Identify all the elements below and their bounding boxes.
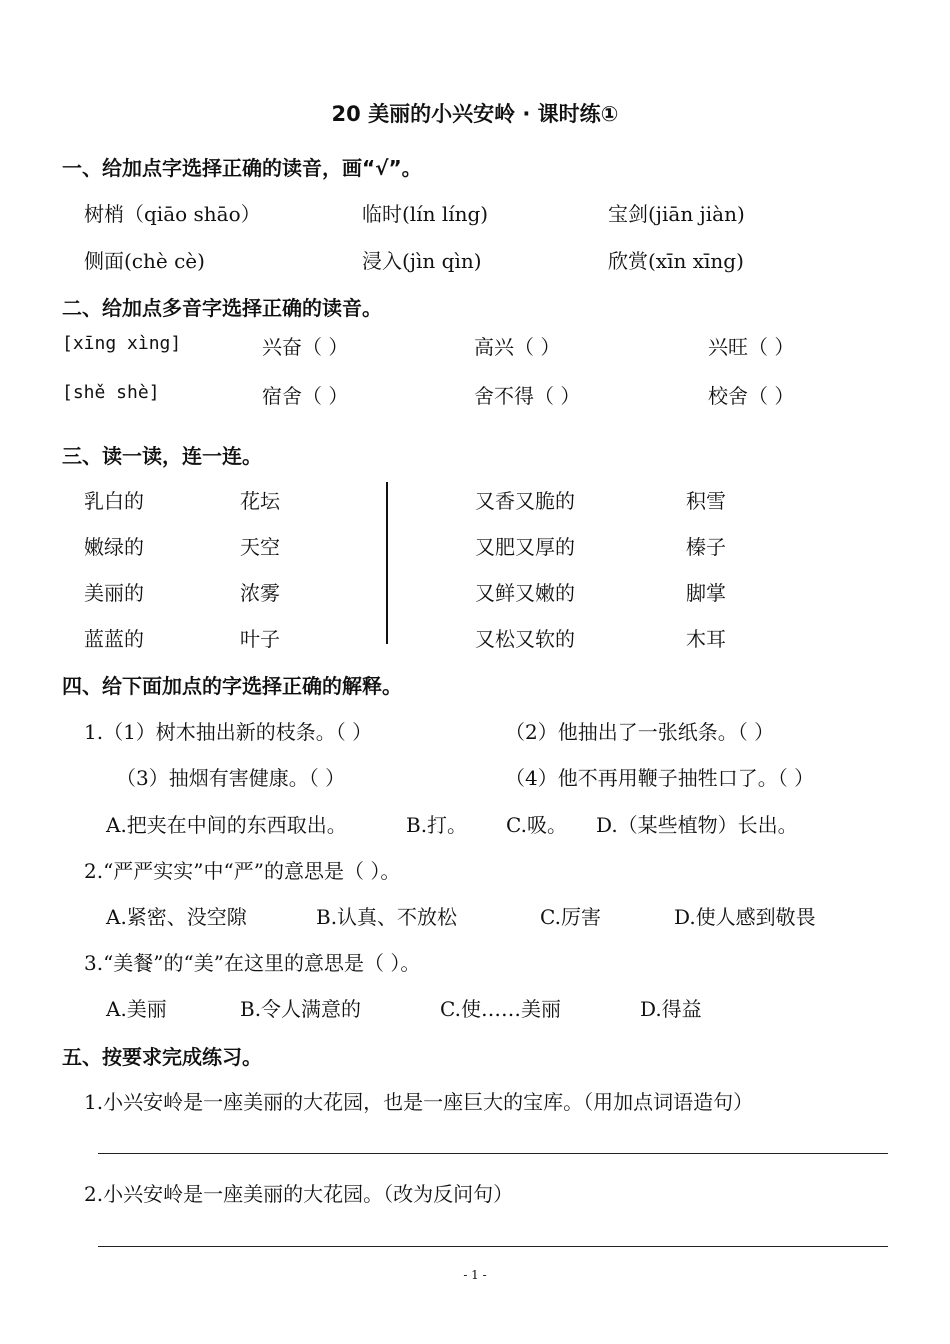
s3-left-noun: 叶子 bbox=[240, 627, 280, 651]
s3-left-word: 嫩绿的 bbox=[84, 535, 144, 559]
s4-q3-option: A.美丽 bbox=[106, 997, 167, 1021]
s4-q3-option: C.使……美丽 bbox=[440, 997, 561, 1021]
s1-item: 侧面(chè cè) bbox=[84, 249, 205, 273]
s3-left-noun: 花坛 bbox=[240, 489, 280, 513]
s4-q2-option: D.使人感到敬畏 bbox=[674, 905, 816, 929]
s4-q3-option: B.令人满意的 bbox=[240, 997, 362, 1021]
s2-item: 高兴（ ） bbox=[474, 335, 561, 359]
s2-item: 兴旺（ ） bbox=[708, 335, 795, 359]
s3-right-noun: 积雪 bbox=[686, 489, 726, 513]
section2-heading: 二、给加点多音字选择正确的读音。 bbox=[62, 296, 382, 320]
s4-q3-option: D.得益 bbox=[640, 997, 702, 1021]
section1-heading: 一、给加点字选择正确的读音，画“√”。 bbox=[62, 156, 422, 180]
s1-item: 临时(lín líng) bbox=[362, 202, 489, 226]
s1-item: 欣赏(xīn xīng) bbox=[608, 249, 744, 273]
s3-right-word: 又香又脆的 bbox=[475, 489, 575, 513]
s3-right-word: 又鲜又嫩的 bbox=[475, 581, 575, 605]
s4-q2-option: B.认真、不放松 bbox=[316, 905, 458, 929]
section3-heading: 三、读一读，连一连。 bbox=[62, 444, 262, 468]
s3-left-word: 美丽的 bbox=[84, 581, 144, 605]
s5-q2: 2.小兴安岭是一座美丽的大花园。（改为反问句） bbox=[84, 1182, 514, 1206]
page-title: 20 美丽的小兴安岭 · 课时练① bbox=[331, 102, 619, 126]
s4-q1-part: （2）他抽出了一张纸条。（ ） bbox=[505, 720, 775, 744]
section5-heading: 五、按要求完成练习。 bbox=[62, 1045, 262, 1069]
s2-item: 宿舍（ ） bbox=[262, 384, 349, 408]
s2-pinyin: [shě shè] bbox=[62, 382, 160, 403]
s1-item: 树梢（qiāo shāo） bbox=[84, 202, 261, 226]
page-number: - 1 - bbox=[463, 1268, 487, 1282]
s2-item: 兴奋（ ） bbox=[262, 335, 349, 359]
s4-q1-part: （3）抽烟有害健康。（ ） bbox=[116, 766, 346, 790]
s4-q1-part: （4）他不再用鞭子抽牲口了。（ ） bbox=[505, 766, 815, 790]
s1-item: 浸入(jìn qìn) bbox=[362, 249, 482, 273]
s3-right-noun: 榛子 bbox=[686, 535, 726, 559]
s4-q3: 3.“美餐”的“美”在这里的意思是（ ）。 bbox=[84, 951, 421, 975]
s4-q2: 2.“严严实实”中“严”的意思是（ ）。 bbox=[84, 859, 401, 883]
s2-item: 舍不得（ ） bbox=[474, 384, 581, 408]
s3-left-noun: 浓雾 bbox=[240, 581, 280, 605]
s4-q1-option: A.把夹在中间的东西取出。 bbox=[106, 813, 347, 837]
s4-q1-part: 1.（1）树木抽出新的枝条。（ ） bbox=[84, 720, 373, 744]
s5-q1: 1.小兴安岭是一座美丽的大花园，也是一座巨大的宝库。（用加点词语造句） bbox=[84, 1090, 754, 1114]
s3-right-word: 又松又软的 bbox=[475, 627, 575, 651]
s3-right-noun: 木耳 bbox=[686, 627, 726, 651]
divider-line bbox=[386, 482, 388, 644]
s3-left-word: 蓝蓝的 bbox=[84, 627, 144, 651]
s3-right-word: 又肥又厚的 bbox=[475, 535, 575, 559]
s4-q1-option: D.（某些植物）长出。 bbox=[596, 813, 798, 837]
answer-line bbox=[98, 1246, 888, 1247]
s1-item: 宝剑(jiān jiàn) bbox=[608, 202, 745, 226]
s3-left-word: 乳白的 bbox=[84, 489, 144, 513]
s4-q2-option: A.紧密、没空隙 bbox=[106, 905, 247, 929]
s3-left-noun: 天空 bbox=[240, 535, 280, 559]
s2-item: 校舍（ ） bbox=[708, 384, 795, 408]
s4-q1-option: B.打。 bbox=[406, 813, 468, 837]
s3-right-noun: 脚掌 bbox=[686, 581, 726, 605]
s4-q2-option: C.厉害 bbox=[540, 905, 601, 929]
s4-q1-option: C.吸。 bbox=[506, 813, 567, 837]
section4-heading: 四、给下面加点的字选择正确的解释。 bbox=[62, 674, 402, 698]
s2-pinyin: [xīng xìng] bbox=[62, 333, 182, 354]
answer-line bbox=[98, 1153, 888, 1154]
